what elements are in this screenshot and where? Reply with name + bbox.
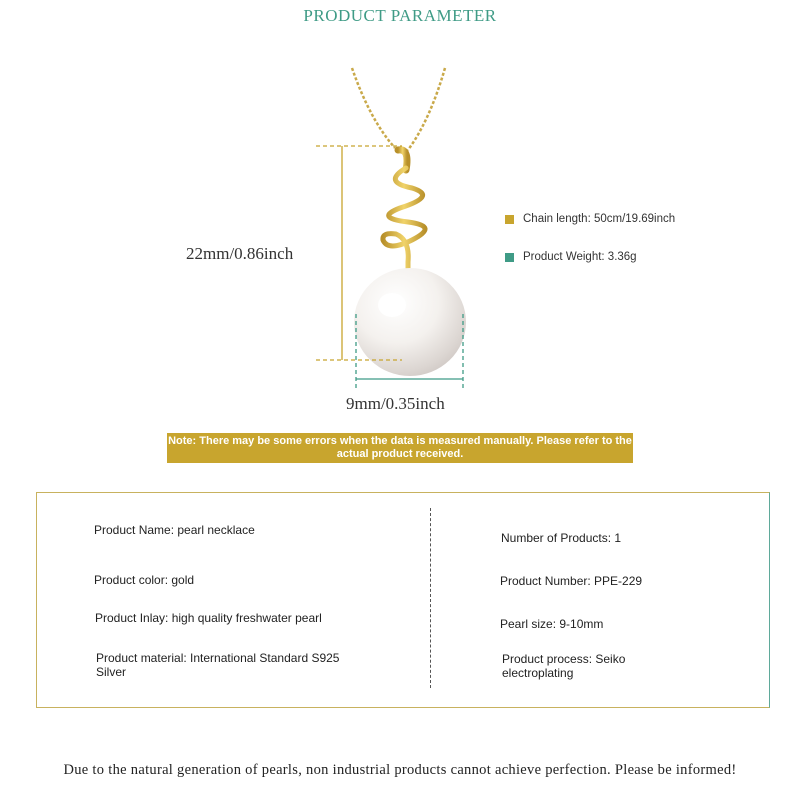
- pendant-spiral: [383, 150, 425, 285]
- teal-square-icon: [505, 253, 514, 262]
- page-title: PRODUCT PARAMETER: [303, 6, 497, 25]
- spec-product-inlay: Product Inlay: high quality freshwater pearl: [95, 611, 322, 625]
- spec-product-process: Product process: Seiko electroplating: [502, 652, 626, 680]
- spec-product-material: Product material: International Standard S925 Silver: [96, 651, 340, 679]
- legend-chain-length: [505, 213, 675, 225]
- spec-product-color: Product color: gold: [94, 573, 195, 587]
- spec-number-of-products: Number of Products: 1: [501, 531, 622, 545]
- legend-product-weight: [505, 251, 637, 263]
- height-label: 22mm/0.86inch: [186, 244, 294, 263]
- gold-square-icon: [505, 215, 514, 224]
- spec-pearl-size: Pearl size: 9-10mm: [500, 617, 604, 631]
- legend-weight-label: Product Weight: 3.36g: [523, 251, 637, 263]
- measurement-note: Note: There may be some errors when the data is measured manually. Please refer to the actual product received.: [167, 433, 633, 463]
- spec-product-name: Product Name: pearl necklace: [94, 523, 255, 537]
- width-label: 9mm/0.35inch: [346, 394, 445, 413]
- footer-disclaimer: Due to the natural generation of pearls, non industrial products cannot achieve perfection. Please be informed!: [63, 762, 737, 778]
- pearl: [354, 268, 466, 376]
- spec-divider: [430, 508, 431, 688]
- spec-product-number: Product Number: PPE-229: [500, 574, 643, 588]
- legend-chain-label: Chain length: 50cm/19.69inch: [523, 213, 676, 225]
- chain: [352, 68, 445, 150]
